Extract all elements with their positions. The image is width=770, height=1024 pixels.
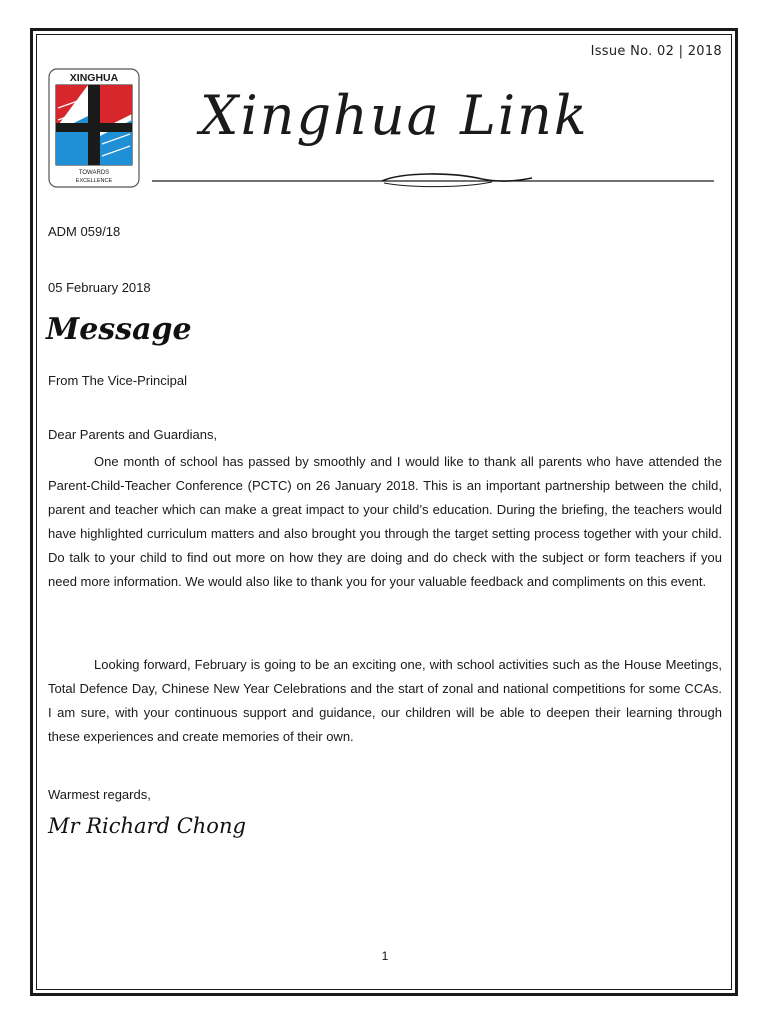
signature: Mr Richard Chong	[48, 814, 246, 838]
logo-motto-line2: EXCELLENCE	[75, 178, 113, 184]
letter-date: 05 February 2018	[48, 280, 151, 295]
letter-paragraph-1: One month of school has passed by smoothly and I would like to thank all parents who have attended the Parent-Child-Teacher Conference (PCTC) on 26 January 2018. This is an important partnership between the child, parent and teacher which can make a great impact to your child’s education. During the briefing, the teachers would have highlighted curriculum matters and also brought you through the target setting process together with your child. Do talk to your child to find out more on how they are doing and do check with the subject or form teachers if you need more information. We would also like to thank you for your valuable feedback and compliments on this event.	[48, 454, 722, 589]
letter-sender: From The Vice-Principal	[48, 373, 187, 388]
letter-salutation: Dear Parents and Guardians,	[48, 427, 218, 442]
school-logo	[48, 68, 140, 188]
newsletter-title: Xinghua Link	[200, 84, 589, 147]
issue-number: Issue No. 02 | 2018	[590, 44, 722, 59]
page-number: 1	[381, 949, 389, 963]
letter-paragraph-2: Looking forward, February is going to be an exciting one, with school activities such as the House Meetings, Total Defence Day, Chinese New Year Celebrations and the start of zonal and national competitions for some CCAs. I am sure, with your continuous support and guidance, our children will be able to deepen their learning through these experiences and create memories of their own.	[48, 657, 722, 744]
letter-closing: Warmest regards,	[48, 787, 151, 802]
message-heading: Message	[46, 312, 192, 347]
masthead-underline-flourish	[152, 170, 714, 192]
logo-motto-line1: TOWARDS	[78, 170, 110, 176]
letter-reference: ADM 059/18	[48, 224, 121, 239]
logo-school-name: XINGHUA	[69, 72, 119, 84]
